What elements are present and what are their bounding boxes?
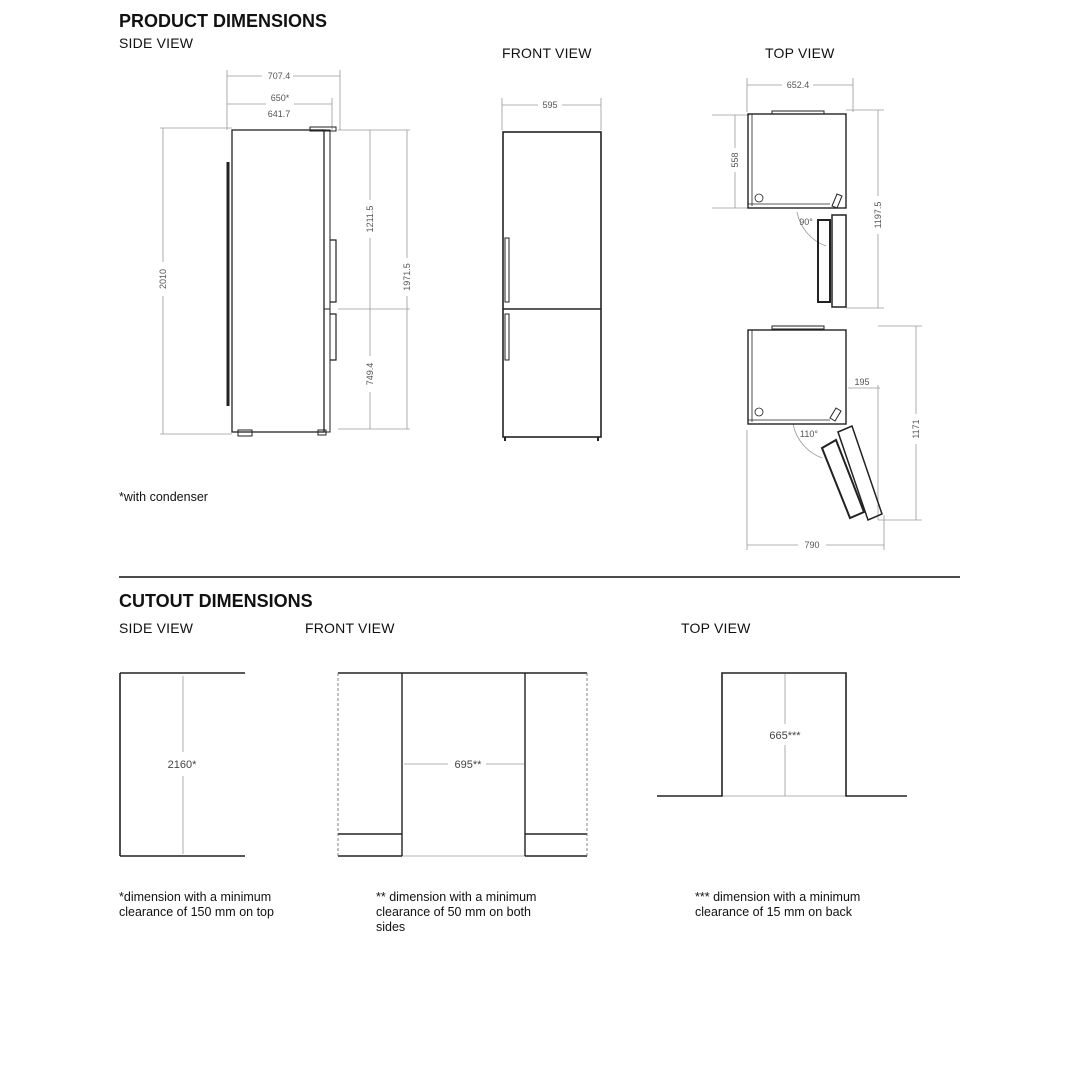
- cutout-top-view-label: TOP VIEW: [681, 620, 751, 636]
- cutout-front-view-label: FRONT VIEW: [305, 620, 395, 636]
- product-top-view-label: TOP VIEW: [765, 45, 835, 61]
- product-dimensions-heading: PRODUCT DIMENSIONS: [119, 11, 328, 31]
- dim-cutout-width: 695**: [454, 759, 482, 771]
- dim-side-height-upper: 1211.5: [365, 205, 375, 233]
- dim-top-angle-90: 90°: [799, 217, 813, 227]
- dim-top-width-open-110: 790: [804, 540, 820, 550]
- dim-cutout-height: 2160*: [167, 759, 197, 771]
- dim-side-width-body: 641.7: [267, 109, 291, 119]
- dimension-lines: [160, 70, 922, 856]
- product-front-view-label: FRONT VIEW: [502, 45, 592, 61]
- cutout-side-view-label: SIDE VIEW: [119, 620, 194, 636]
- dim-top-width: 652.4: [786, 80, 810, 90]
- cutout-side-note: *dimension with a minimum clearance of 150 mm on top: [119, 890, 274, 919]
- dim-top-depth-open-110: 1171: [911, 419, 921, 439]
- dim-front-width: 595: [542, 100, 558, 110]
- dim-side-height-total: 2010: [158, 268, 168, 290]
- dim-side-height-body: 1971.5: [402, 263, 412, 291]
- product-top-view-90-drawing: [748, 111, 846, 307]
- dim-side-height-lower: 749.4: [365, 362, 375, 386]
- cutout-dimensions-heading: CUTOUT DIMENSIONS: [119, 591, 313, 611]
- dim-side-width-total: 707.4: [267, 71, 291, 81]
- product-front-view-drawing: [503, 132, 601, 441]
- condenser-note: *with condenser: [119, 490, 208, 504]
- dim-top-depth: 558: [730, 152, 740, 168]
- dim-top-offset: 195: [854, 377, 870, 387]
- dim-cutout-depth: 665***: [769, 730, 801, 742]
- product-side-view-drawing: [228, 127, 336, 436]
- cutout-top-note: *** dimension with a minimum clearance of 15 mm on back: [695, 890, 861, 919]
- dim-top-angle-110: 110°: [800, 429, 818, 439]
- cutout-front-note: ** dimension with a minimum clearance of 50 mm on both sides: [376, 890, 537, 934]
- dim-top-depth-open-90: 1197.5: [873, 201, 883, 229]
- product-side-view-label: SIDE VIEW: [119, 35, 194, 51]
- product-top-view-110-drawing: [748, 326, 882, 520]
- dim-side-width-condenser: 650*: [270, 93, 290, 103]
